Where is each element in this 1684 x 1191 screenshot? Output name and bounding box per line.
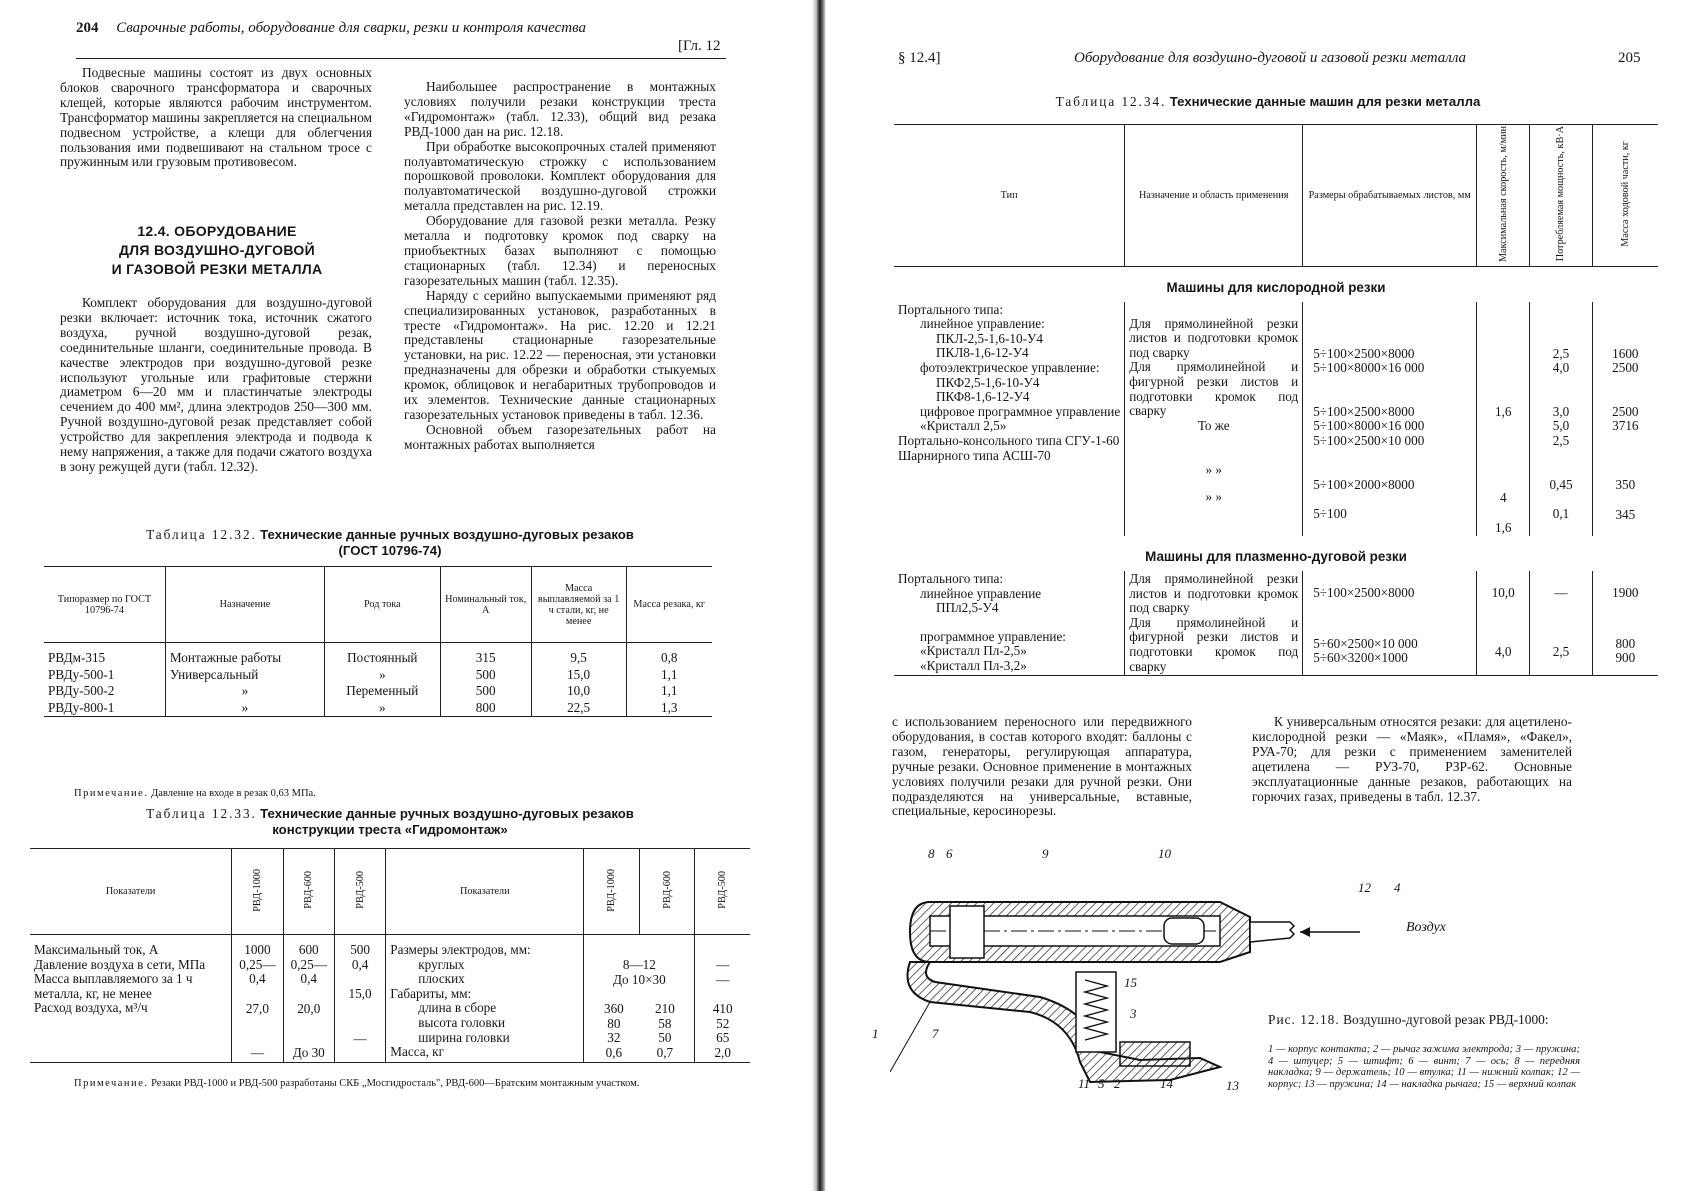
table33-col [283,935,334,1063]
model-label: РВД-500 [717,871,729,909]
value: До 30 [292,1045,325,1061]
cell: 315 [440,643,531,667]
paragraph: Основной объем газорезательных работ на монтажных работах выполняется [404,421,716,452]
right-col1-text [892,715,1192,819]
size: 5÷100×8000×16 000 [1313,360,1425,376]
value: 1000 [244,942,271,957]
type: Шарнирного типа АСШ-70 [898,447,1051,463]
table34-header-vert [1530,125,1592,267]
value: 0,25—0,4 [239,956,276,987]
power: 3,0 [1552,403,1570,419]
value: 0,6 [605,1044,623,1060]
table33-caption-title: Технические данные ручных воздушно-дуговых резаков [260,806,634,821]
right-page-number: 205 [1618,50,1641,66]
table33-header-cell: Показатели [386,849,584,935]
note-text: Давление на входе в резак 0,63 МПа. [151,788,316,799]
type: Портально-консольного типа СГУ-1-60 [898,432,1120,448]
callout-3: 3 [1130,1006,1137,1021]
type: программное управление: [920,628,1066,644]
table34-group2-title: Машины для плазменно-дуговой резки [1145,549,1407,565]
model-label: РВД-1000 [251,868,263,912]
cell: Монтажные работы [165,643,324,667]
cell: 500 [440,683,531,700]
cell: РВДм-315 [48,650,106,665]
value: 500 [350,942,370,957]
cell: » [165,683,324,700]
table33-header-model [283,849,334,935]
note-label: Примечание. [74,1078,149,1089]
table32-row [44,683,712,700]
value: 27,0 [245,1000,269,1016]
value-pair [588,1046,690,1061]
size: 5÷60×2500×10 000 [1313,635,1418,651]
model-label: РВД-1000 [606,868,618,912]
value: 410 [712,1001,733,1017]
mass: 1900 [1612,584,1639,600]
label: Масса выплавляемого за 1 ч металла, кг, не менее [34,971,193,1001]
callout-6: 6 [946,846,953,861]
header-label: Масса ходовой части, кг [1619,141,1631,247]
table34-group-row [894,536,1658,571]
cell: 9,5 [531,643,626,667]
table32-header-cell: Род тока [325,567,441,643]
group2-sizes [1303,571,1477,676]
value: 0,25—0,4 [290,956,327,987]
type: Портального типа: [898,570,1004,586]
paragraph: Оборудование для газовой резки металла. Резку металла и подготовку кромок под сварку на приобъектных базах выполняют с помощью стационарных (табл. 12.34) и переносных газорезательных машин (табл. 12.35). [404,213,716,288]
power: — [1554,584,1568,600]
left-page-number: 204 [76,20,99,36]
type: фотоэлектрическое управление: [920,359,1100,375]
callout-4: 4 [1394,880,1401,895]
value: 20,0 [297,1000,321,1016]
value: 50 [658,1030,672,1046]
figure-caption-title: Воздушно-дуговой резак РВД-1000: [1343,1012,1549,1027]
group2-mass [1592,571,1658,676]
section-title-line: 12.4. ОБОРУДОВАНИЕ [137,223,297,239]
purpose: Для прямолинейной и фигурной резки листов и подготовки кромок под сварку [1129,359,1299,419]
power: 2,5 [1552,643,1570,659]
table34-group2-body [894,571,1658,676]
value: 58 [658,1015,672,1031]
callout-12: 12 [1358,880,1371,895]
label: высота головки [418,1014,506,1030]
label: ширина головки [418,1029,510,1045]
table34-group1-body [894,302,1658,537]
cell: 0,8 [626,643,712,667]
figure-caption-prefix: Рис. 12.18. [1268,1012,1340,1027]
callout-1: 1 [872,1026,879,1041]
leader-1 [890,1002,930,1072]
size: 5÷100×2500×10 000 [1313,432,1425,448]
speed: 4 [1499,490,1507,506]
cell: » [165,700,324,717]
value: 0,4 [351,956,369,972]
group2-purpose [1125,571,1303,676]
group1-sizes [1303,302,1477,537]
table34-header-cell: Размеры обрабатываемых листов, мм [1303,125,1477,267]
right-col2-text [1252,715,1572,804]
callout-2: 2 [1114,1076,1121,1091]
table32-caption [50,527,730,559]
rear-housing [1164,918,1204,944]
value: 65 [716,1030,730,1046]
hose-fitting [1250,922,1294,942]
group1-purpose [1125,302,1303,537]
cell: 1,3 [626,700,712,717]
value-pair [588,1017,690,1032]
cell: 10,0 [531,683,626,700]
paragraph: с использованием переносного или передвижного оборудования, в состав которого входят: баллоны с газом, генераторы, регулирующая аппаратура, ручные резаки. Основное применение в монтажных условиях получили резаки для ручной резки. Они подразделяются на универсальные, вставные, специальные, керосинорезы. [892,714,1192,819]
note-label: Примечание. [74,788,149,799]
table33-header-model [695,849,750,935]
table32-header-cell: Номинальный ток, А [440,567,531,643]
mass: 900 [1615,650,1636,666]
callout-10: 10 [1158,846,1171,861]
label: длина в сборе [418,1000,497,1016]
table33-body-row [30,935,750,1063]
table33-left-labels [30,935,232,1063]
purpose: То же [1197,417,1230,433]
label: плоских [418,971,465,987]
cell: Переменный [325,683,441,700]
table34-header-vert [1477,125,1530,267]
cell: РВДу-500-1 [48,666,115,682]
left-col1-bottom [60,296,372,475]
type: «Кристалл Пл-2,5» [920,643,1027,659]
right-page [828,0,1684,1191]
table33-merged-col [584,935,695,1063]
group2-power [1530,571,1592,676]
table33-caption-prefix: Таблица 12.33. [146,806,257,821]
table33-header-row [30,849,750,935]
table32-note [74,788,714,800]
cell: 1,1 [626,667,712,684]
value: 600 [298,942,319,957]
mass: 350 [1615,476,1636,492]
purpose: Для прямолинейной резки листов и подготовки кромок под сварку [1129,315,1299,360]
table34-header-vert [1592,125,1658,267]
callout-9: 9 [1042,846,1049,861]
table34-caption-prefix: Таблица 12.34. [1055,94,1167,109]
cell: 500 [440,667,531,684]
header-label: Потребляемая мощность, кВ·А [1555,126,1567,262]
header-label: Максимальная скорость, м/мин [1497,126,1509,263]
table33-col [695,935,750,1063]
group2-speed [1477,571,1530,676]
table33 [30,848,750,1063]
cell: Постоянный [325,643,441,667]
model-label: РВД-600 [661,871,673,909]
type: «Кристалл Пл-3,2» [920,657,1027,673]
cell: 800 [440,700,531,717]
purpose: Для прямолинейной и фигурной резки листов и подготовки кромок под сварку [1129,614,1299,674]
value-pair [588,1031,690,1046]
table34-header-row [894,125,1658,267]
value: — [716,957,730,972]
table32-header-row [44,567,712,643]
mass: 2500 [1612,403,1639,419]
size: 5÷100×2500×8000 [1313,403,1415,419]
table34-header-cell: Назначение и область применения [1125,125,1303,267]
table32-header-cell: Типоразмер по ГОСТ 10796-74 [44,567,165,643]
label: Давление воздуха в сети, МПа [34,956,206,972]
section-title-line: И ГАЗОВОЙ РЕЗКИ МЕТАЛЛА [111,261,323,277]
label: круглых [418,956,465,972]
front-cap [950,906,984,958]
size: 5÷100×2500×8000 [1313,345,1415,361]
paragraph: Наибольшее распространение в монтажных условиях получили резаки конструкции треста «Гидромонтаж» (табл. 12.33), общий вид резака РВД-1000 дан на рис. 12.18. [404,79,716,139]
speed: 1,6 [1494,519,1512,535]
paragraph: К универсальным относятся резаки: для ацетилено-кислородной резки — «Маяк», «Пламя», «Факел», РУА-70; для резки с применением заменителей ацетилена — РУЗ-70, РЗР-62. Основные эксплуатационные данные резаков, работающих на горючих газах, приведены в табл. 12.37. [1252,714,1572,804]
model-label: РВД-500 [354,871,366,909]
value-pair [588,1002,690,1017]
type: ППл2,5-У4 [936,600,999,616]
figure-legend: 1 — корпус контакта; 2 — рычаг зажима электрода; 3 — пружина; 4 — штуцер; 5 — штифт; 6 — винт; 7 — ось; 8 — передняя накладка; 9 — держатель; 10 — втулка; 11 — нижний колпак; 12 — корпус; 13 — пружина; 14 — накладка рычага; 15 — верхний колпак [1268,1044,1580,1090]
type: «Кристалл 2,5» [920,418,1007,434]
value: — [716,971,730,987]
table33-header-model [334,849,385,935]
table33-note [74,1078,724,1090]
label: Масса, кг [390,1044,444,1060]
group1-speed [1477,302,1530,537]
type: ПКФ8-1,6-12-У4 [936,389,1030,405]
mass: 3716 [1612,418,1639,434]
value: 52 [716,1015,730,1031]
cell: 1,1 [626,683,712,700]
value: 210 [655,1001,675,1017]
power: 5,0 [1552,418,1570,434]
table32-caption-sub: (ГОСТ 10796-74) [338,543,442,558]
group1-power [1530,302,1592,537]
left-col2 [404,80,716,453]
power: 4,0 [1552,360,1570,376]
cell: РВДу-500-2 [48,683,115,699]
type: линейное управление [920,585,1042,601]
speed: 1,6 [1494,403,1512,419]
cell: 15,0 [531,667,626,684]
table34-caption [888,94,1648,110]
table34 [894,124,1658,676]
paragraph: Подвесные машины состоят из двух основных блоков сварочного трансформатора и сварочных клещей, которые являются рабочим инструментом. Трансформатор машины закрепляется на специальном подвесном устройстве, а клещи для облегчения пользования ими подвешивают на стальном тросе с пружинным или грузовым противовесом. [60,65,372,170]
label: Расход воздуха, м³/ч [34,1000,148,1016]
paragraph: Комплект оборудования для воздушно-дуговой резки включает: источник тока, источник сжатого воздуха, ручной воздушно-дуговой резак, соединительные шланги, соединительные провода. В качестве электродов при воздушно-дуговой резке используют угольные или графитовые стержни диаметром 6—20 мм и пластинчатые электроды сечением до 400 мм², длина электродов 250—300 мм. Ручной воздушно-дуговой резак представляет собой устройство для закрепления электрода и подвода к нему напряжения, а также для подачи сжатого воздуха в зону режущей дуги (табл. 12.32). [60,295,372,474]
power: 2,5 [1552,345,1570,361]
table33-header-model [232,849,283,935]
left-col1-top [60,66,372,170]
cell: Универсальный [165,667,324,684]
right-header-title: Оборудование для воздушно-дуговой и газовой резки металла [1074,50,1467,66]
size: 5÷100 [1313,506,1347,522]
ditto: » » [1205,488,1222,504]
callout-7: 7 [932,1026,939,1041]
value: 2,0 [714,1044,731,1060]
left-page [0,0,820,1191]
section-title-line: ДЛЯ ВОЗДУШНО-ДУГОВОЙ [119,242,315,258]
paragraph: Наряду с серийно выпускаемыми применяют ряд специализированных установок, разработанных в тресте «Гидромонтаж». На рис. 12.20 и 12.21 представлены стационарные газорезательные установки, на рис. 12.22 — переносная, эти установки предназначены для обрезки и обработки стыкуемых кромок, облицовок и негабаритных трубопроводов и их элементов. Технические данные стационарных газорезательных установок приведены в табл. 12.36. [404,287,716,422]
speed: 4,0 [1494,643,1512,659]
cell: 22,5 [531,700,626,717]
note-text: Резаки РВД-1000 и РВД-500 разработаны СКБ „Мосгидросталь", РВД-600—Братским монтажным участком. [151,1078,640,1089]
table32 [44,566,712,717]
size: 5÷60×3200×1000 [1313,650,1408,666]
table32-header-cell: Масса выплавляемой за 1 ч стали, кг, не менее [531,567,626,643]
cell: РВДу-800-1 [44,700,165,717]
size: 5÷100×2000×8000 [1313,476,1415,492]
table32-row [44,667,712,684]
air-arrow-head [1300,927,1310,937]
purpose: Для прямолинейной резки листов и подготовки кромок под сварку [1129,570,1299,616]
value: 32 [607,1030,621,1046]
table32-caption-title: Технические данные ручных воздушно-дуговых резаков [260,527,634,542]
table32-header-cell: Масса резака, кг [626,567,712,643]
value: — [353,1030,367,1046]
paragraph: При обработке высокопрочных сталей применяют полуавтоматическую строжку с использованием порошковой проволоки. Комплект оборудования для полуавтоматической воздушно-дуговой строжки металла представлен на рис. 12.19. [404,138,716,214]
callout-5: 5 [1098,1076,1105,1091]
cell: » [325,667,441,684]
size: 5÷100×2500×8000 [1313,584,1415,600]
speed: 10,0 [1491,584,1515,600]
value: 80 [607,1015,621,1031]
table33-header-cell: Показатели [30,849,232,935]
model-label: РВД-600 [303,871,315,909]
callout-8: 8 [928,846,935,861]
book-gutter [812,0,826,1191]
group1-mass [1592,302,1658,537]
label: Габариты, мм: [390,985,472,1001]
section-title [66,222,368,279]
table32-header-cell: Назначение [165,567,324,643]
ditto: » » [1205,462,1222,478]
left-header-title: Сварочные работы, оборудование для сварки, резки и контроля качества [116,20,587,36]
label: Размеры электродов, мм: [390,942,531,957]
table33-caption-sub: конструкции треста «Гидромонтаж» [272,822,508,837]
table32-row [44,643,712,667]
header-rule [76,58,726,59]
left-header-chapter: [Гл. 12 [678,38,721,54]
type: линейное управление: [920,316,1045,332]
table34-group-row [894,267,1658,302]
table33-caption [50,806,730,838]
mass: 800 [1615,635,1636,651]
callout-15: 15 [1124,975,1137,990]
left-header [76,20,586,37]
table33-header-model [584,849,640,935]
table33-col [232,935,283,1063]
group2-types [894,571,1125,676]
table33-header-model [639,849,695,935]
group1-types [894,302,1125,537]
table34-caption-title: Технические данные машин для резки металла [1169,94,1481,109]
power: 2,5 [1552,432,1570,448]
callout-13: 13 [1226,1078,1239,1093]
value: — [250,1045,264,1061]
value: 15,0 [348,986,372,1002]
callout-14: 14 [1160,1076,1173,1091]
type: цифровое программное управление [920,403,1121,419]
label: Максимальный ток, А [34,942,159,957]
value: До 10×30 [613,971,666,987]
cell: » [325,700,441,717]
table33-right-labels [386,935,584,1063]
value: 8—12 [622,957,656,972]
table34-group1-title: Машины для кислородной резки [1166,280,1386,296]
callout-11: 11 [1078,1076,1091,1091]
type: Портального типа: [898,301,1004,317]
value: 0,7 [656,1044,674,1060]
table33-col [334,935,385,1063]
power: 0,1 [1552,506,1570,522]
mass: 345 [1615,506,1636,522]
right-header-section: § 12.4] [898,50,941,66]
power: 0,45 [1549,476,1573,492]
spring-housing [1076,972,1116,1052]
table32-caption-prefix: Таблица 12.32. [146,527,257,542]
mass: 2500 [1612,360,1639,376]
lever-pad [1120,1042,1190,1066]
mass: 1600 [1612,345,1639,361]
table32-row [44,700,712,717]
table34-header-cell: Тип [894,125,1125,267]
figure-caption [1268,1012,1582,1027]
type: ПКЛ8-1,6-12-У4 [936,345,1029,361]
type: ПКФ2,5-1,6-10-У4 [936,374,1040,390]
value: 360 [603,1001,624,1017]
type: ПКЛ-2,5-1,6-10-У4 [936,330,1043,346]
size: 5÷100×8000×16 000 [1313,418,1425,434]
air-label: Воздух [1406,920,1446,935]
